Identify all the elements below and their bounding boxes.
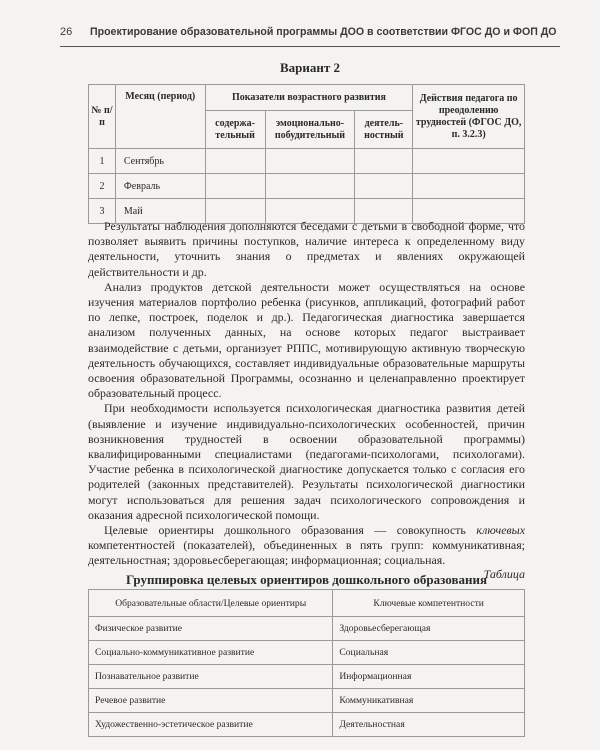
table-row xyxy=(89,617,525,641)
area-cell: Познавательное развитие xyxy=(89,665,333,689)
table-row xyxy=(89,713,525,737)
area-cell: Речевое развитие xyxy=(89,689,333,713)
paragraph-text: Целевые ориентиры дошкольного образования — совокупность xyxy=(104,523,477,538)
col-header-areas: Образовательные области/Целевые ориентиры xyxy=(89,590,333,617)
paragraph-psych-diagnostics: При необходимости используется психологическая диагностика развития детей (выявление и изучение индивидуально-психологических особенностей, причин возникновения трудностей в освоении образовательной программы) квалифицированными специалистами (педагогами-психологами, психологами). Участие ребенка в психологической диагностике допускается только с согласия его родителей (законных представителей). Результаты психологической диагностики могут использоваться для решения задач психологического сопровождения и оказания адресной психологической помощи. xyxy=(88,401,525,522)
col-header-indicators: Показатели возрастного развития xyxy=(205,85,413,111)
header-divider xyxy=(60,46,560,47)
competence-cell: Информационная xyxy=(333,665,525,689)
area-cell: Художественно-эстетическое развитие xyxy=(89,713,333,737)
cell-empty xyxy=(205,149,265,174)
row-num: 1 xyxy=(89,149,116,174)
cell-empty xyxy=(205,174,265,199)
col-header-month: Месяц (период) xyxy=(115,85,205,149)
area-cell: Физическое развитие xyxy=(89,617,333,641)
cell-empty xyxy=(355,149,413,174)
table-row xyxy=(89,665,525,689)
cell-empty xyxy=(413,149,525,174)
table-row xyxy=(89,174,525,199)
row-num: 3 xyxy=(89,199,116,224)
subheader-content: содержа-тельный xyxy=(205,111,265,149)
variant-title: Вариант 2 xyxy=(279,60,341,75)
emphasis-key: ключевых xyxy=(476,523,525,538)
competence-cell: Деятельностная xyxy=(333,713,525,737)
col-header-num: № п/п xyxy=(89,85,116,149)
competence-cell: Здоровьесберегающая xyxy=(333,617,525,641)
competence-cell: Коммуникативная xyxy=(333,689,525,713)
row-month: Февраль xyxy=(115,174,205,199)
subheader-activity: деятель-ностный xyxy=(355,111,413,149)
table-row xyxy=(89,641,525,665)
row-month: Сентябрь xyxy=(115,149,205,174)
area-cell: Социально-коммуникативное развитие xyxy=(89,641,333,665)
paragraph-text: компетентностей (показателей), объединенных в пять групп: коммуникативная; деятельностная; здоровьесберегающая; информационная; социальная. xyxy=(88,538,525,568)
table2-title: Группировка целевых ориентиров дошкольного образования xyxy=(125,572,487,587)
subheader-emotional: эмоционально-побудительный xyxy=(265,111,355,149)
cell-empty xyxy=(355,174,413,199)
body-text xyxy=(88,219,525,569)
table-label: Таблица xyxy=(483,567,525,581)
paragraph-observation: Результаты наблюдения дополняются беседами с детьми в свободной форме, что позволяет выявить причины поступков, наличие интереса к определенному виду деятельности, уточнить знания о предметах и явлениях окружающей действительности и др. xyxy=(88,219,525,279)
col-header-actions: Действия педагога по преодолению трудностей (ФГОС ДО, п. 3.2.3) xyxy=(413,85,525,149)
development-indicators-table xyxy=(88,84,525,224)
col-header-competences: Ключевые компетентности xyxy=(333,590,525,617)
running-title: Проектирование образовательной программы ДОО в соответствии ФГОС ДО и ФОП ДО xyxy=(90,26,557,38)
cell-empty xyxy=(265,149,355,174)
table-row xyxy=(89,689,525,713)
table-row xyxy=(89,149,525,174)
paragraph-analysis: Анализ продуктов детской деятельности может осуществляться на основе изучения материалов портфолио ребенка (рисунков, аппликаций, фотографий работ по лепке, построек, поделок и др.). Педагогическая диагностика завершается анализом полученных данных, на основе которых педагог выстраивает взаимодействие с детьми, организует РППС, мотивирующую активную творческую деятельность обучающихся, составляет индивидуальные образовательные маршруты освоения образовательной Программы, осознанно и целенаправленно проектирует образовательный процесс. xyxy=(88,279,525,401)
row-num: 2 xyxy=(89,174,116,199)
target-guidelines-table xyxy=(88,589,525,737)
cell-empty xyxy=(413,174,525,199)
page-number: 26 xyxy=(60,26,73,38)
paragraph-target-guidelines xyxy=(88,523,525,569)
competence-cell: Социальная xyxy=(333,641,525,665)
running-header xyxy=(60,26,560,44)
cell-empty xyxy=(265,174,355,199)
row-month: Май xyxy=(115,199,205,224)
